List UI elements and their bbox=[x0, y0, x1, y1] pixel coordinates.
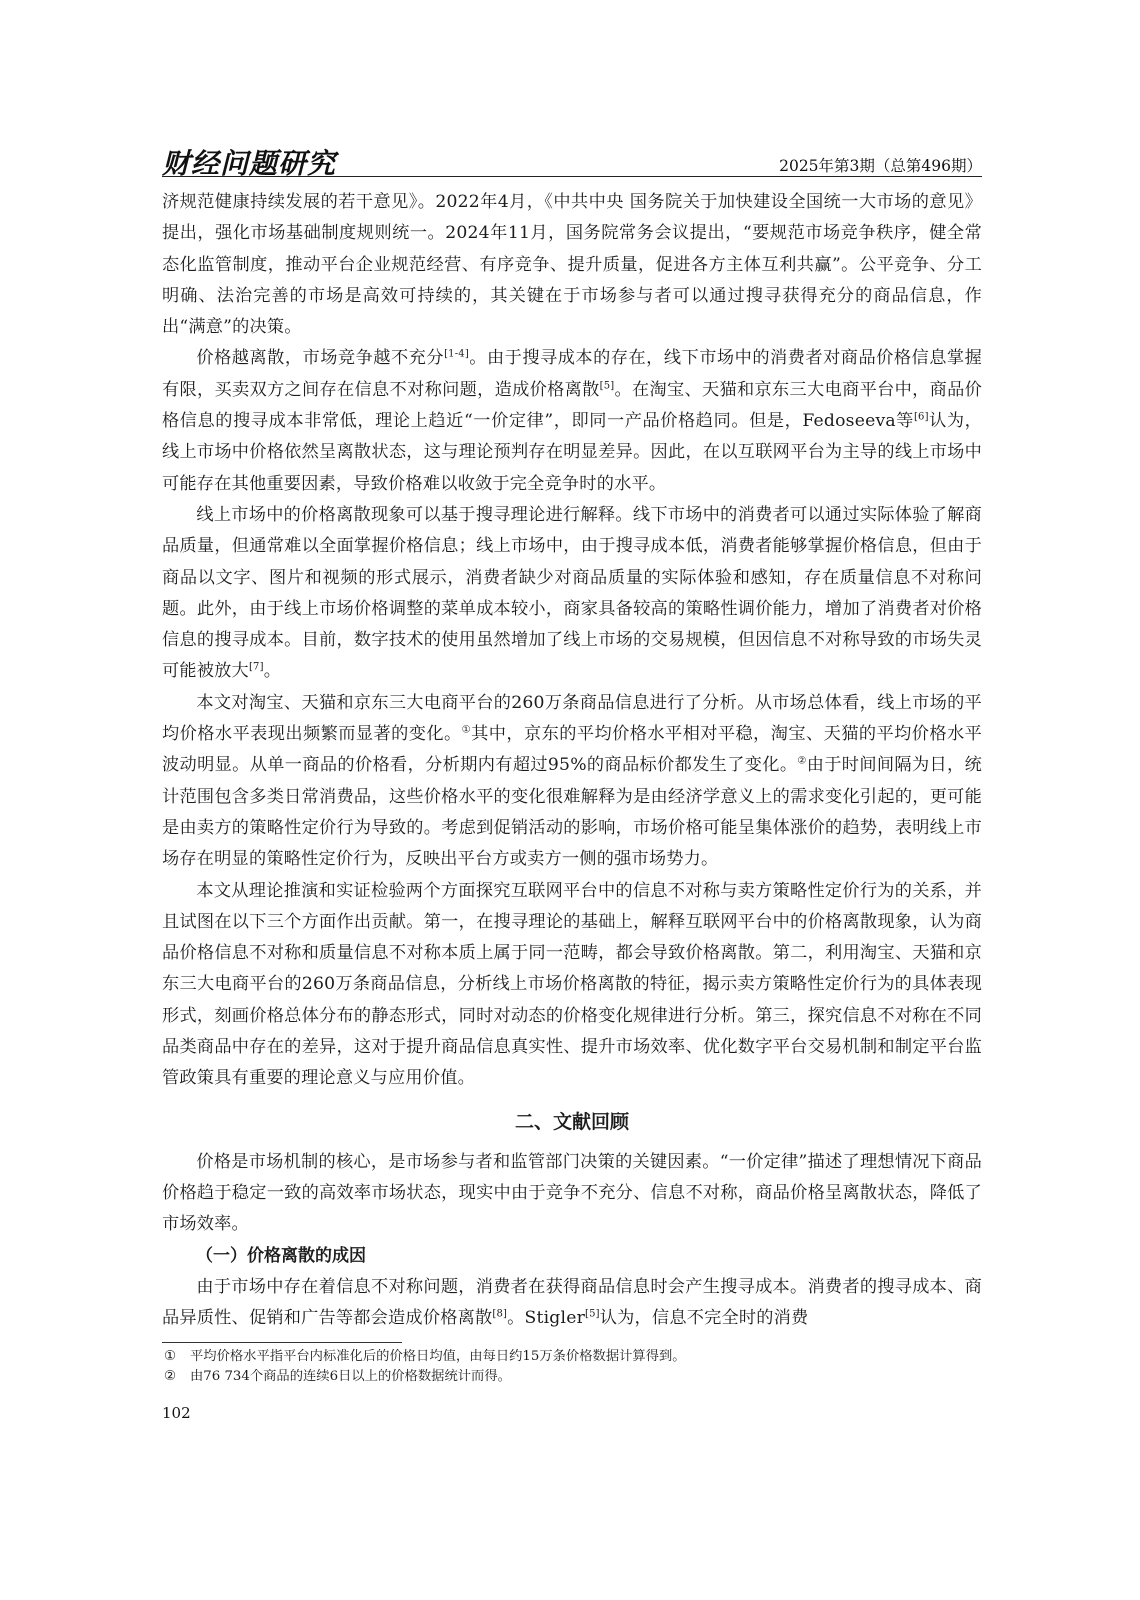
citation-ref: [1-4] bbox=[444, 348, 469, 360]
article-body bbox=[162, 187, 982, 1387]
citation-ref: [8] bbox=[492, 1308, 508, 1320]
footnote-2 bbox=[162, 1367, 982, 1387]
journal-logo: 财经问题研究 bbox=[162, 147, 337, 180]
footnote-text: 由76 734个商品的连续6日以上的价格数据统计而得。 bbox=[190, 1369, 511, 1385]
page-header bbox=[162, 136, 982, 180]
paragraph-search-theory: 线上市场中的价格离散现象可以基于搜寻理论进行解释。线下市场中的消费者可以通过实际体验了解商品质量，但通常难以全面掌握价格信息；线上市场中，由于搜寻成本低，消费者能够掌握价格信息，但由于商品以文字、图片和视频的形式展示，消费者缺少对商品质量的实际体验和感知，存在质量信息不对称问题。此外，由于线上市场价格调整的菜单成本较小，商家具备较高的策略性调价能力，增加了消费者对价格信息的搜寻成本。目前，数字技术的使用虽然增加了线上市场的交易规模，但因信息不对称导致的市场失灵可能被放大[7]。 bbox=[162, 504, 982, 682]
footnote-ref: ② bbox=[797, 755, 807, 767]
section-title: 二、文献回顾 bbox=[514, 1110, 629, 1133]
page-number: 102 bbox=[162, 1404, 191, 1422]
paragraph-causes: 由于市场中存在着信息不对称问题，消费者在获得商品信息时会产生搜寻成本。消费者的搜寻成本、商品异质性、促销和广告等都会造成价格离散[8]。Stigler[5]认为，信息不完全时的消费 bbox=[162, 1276, 982, 1328]
footnote-ref: ① bbox=[461, 724, 472, 736]
footnote-1 bbox=[162, 1347, 982, 1367]
citation-ref: [5] bbox=[585, 1308, 600, 1320]
subsection-title: （一）价格离散的成因 bbox=[196, 1245, 366, 1266]
journal-page bbox=[162, 136, 982, 1387]
paragraph-literature-intro: 价格是市场机制的核心，是市场参与者和监管部门决策的关键因素。“一价定律”描述了理想情况下商品价格趋于稳定一致的高效率市场状态，现实中由于竞争不充分、信息不对称，商品价格呈离散状态，降低了市场效率。 bbox=[162, 1151, 982, 1235]
citation-ref: [7] bbox=[248, 661, 264, 673]
paragraph-contributions: 本文从理论推演和实证检验两个方面探究互联网平台中的信息不对称与卖方策略性定价行为的关系，并且试图在以下三个方面作出贡献。第一，在搜寻理论的基础上，解释互联网平台中的价格离散现象，认为商品价格信息不对称和质量信息不对称本质上属于同一范畴，都会导致价格离散。第二，利用淘宝、天猫和京东三大电商平台的260万条商品信息，分析线上市场价格离散的特征，揭示卖方策略性定价行为的具体表现形式，刻画价格总体分布的静态形式，同时对动态的价格变化规律进行分析。第三，探究信息不对称在不同品类商品中存在的差异，这对于提升商品信息真实性、提升市场效率、优化数字平台交易机制和制定平台监管政策具有重要的理论意义与应用价值。 bbox=[162, 880, 982, 1089]
paragraph-price-dispersion: 价格越离散，市场竞争越不充分[1-4]。由于搜寻成本的存在，线下市场中的消费者对商品价格信息掌握有限，买卖双方之间存在信息不对称问题，造成价格离散[5]。在淘宝、天猫和京东三大电商平台中，商品价格信息的搜寻成本非常低，理论上趋近“一价定律”，即同一产品价格趋同。但是，Fedoseeva等[6]认为，线上市场中价格依然呈离散状态，这与理论预判存在明显差异。因此，在以互联网平台为主导的线上市场中可能存在其他重要因素，导致价格难以收敛于完全竞争时的水平。 bbox=[162, 348, 982, 494]
citation-ref: [6] bbox=[913, 411, 929, 423]
citation-ref: [5] bbox=[599, 380, 615, 392]
paragraph-data-analysis: 本文对淘宝、天猫和京东三大电商平台的260万条商品信息进行了分析。从市场总体看，线上市场的平均价格水平表现出频繁而显著的变化。①其中，京东的平均价格水平相对平稳，淘宝、天猫的平均价格水平波动明显。从单一商品的价格看，分析期内有超过95%的商品标价都发生了变化。②由于时间间隔为日，统计范围包含多类日常消费品，这些价格水平的变化很难解释为是由经济学意义上的需求变化引起的，更可能是由卖方的策略性定价行为导致的。考虑到促销活动的影响，市场价格可能呈集体涨价的趋势，表明线上市场存在明显的策略性定价行为，反映出平台方或卖方一侧的强市场势力。 bbox=[162, 692, 982, 870]
footnote-mark: ② bbox=[164, 1369, 176, 1385]
footnote-text: 平均价格水平指平台内标准化后的价格日均值，由每日约15万条价格数据计算得到。 bbox=[190, 1349, 686, 1365]
footnote-mark: ① bbox=[164, 1349, 176, 1365]
issue-info: 2025年第3期（总第496期） bbox=[779, 157, 982, 175]
paragraph-continued: 济规范健康持续发展的若干意见》。2022年4月，《中共中央 国务院关于加快建设全国统一大市场的意见》提出，强化市场基础制度规则统一。2024年11月，国务院常务会议提出，“要规范市场竞争秩序，健全常态化监管制度，推动平台企业规范经营、有序竞争、提升质量，促进各方主体互利共赢”。公平竞争、分工明确、法治完善的市场是高效可持续的，其关键在于市场参与者可以通过搜寻获得充分的商品信息，作出“满意”的决策。 bbox=[162, 192, 982, 338]
